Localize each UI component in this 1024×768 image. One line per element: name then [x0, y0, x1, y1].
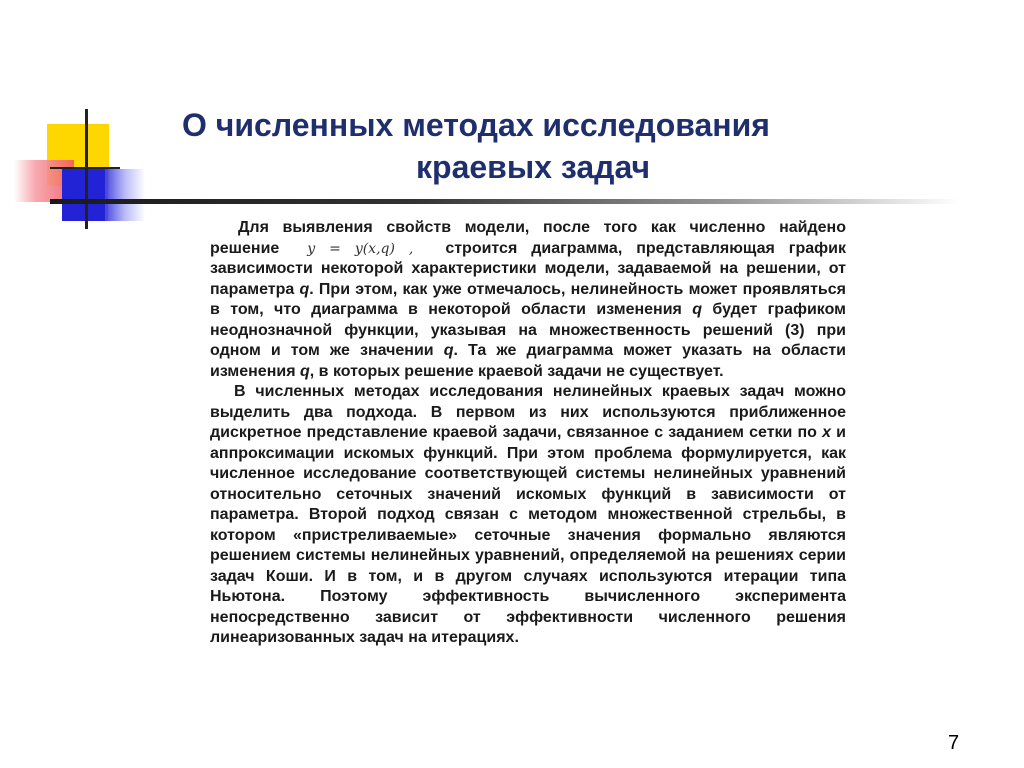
- vertical-line: [85, 109, 88, 229]
- p1-text-5: . Та же диаграмма может указать на области изменения: [210, 342, 847, 380]
- short-horizontal-line: [50, 167, 120, 169]
- title-line-2: краевых задач: [416, 149, 651, 185]
- p2-text-2: и аппроксимации искомых функций. При этом проблема формулируется, как численное исследование соответствующей системы нелинейных уравнений относительно сеточных значений искомых функций в зависимости от параметра. Второй подход связан с методом множественной стрельбы, в котором «пристреливаемые» сеточные значения формально являются решением системы нелинейных уравнений, определяемой на решениях серии задач Коши. И в том, и в другом случаях используются итерации типа Ньютона. Поэтому эффективность вычисленного эксперимента непосредственно зависит от эффективности численного решения линеаризованных задач на итерациях.: [210, 424, 846, 646]
- p2-text-1: В численных методах исследования нелинейных краевых задач можно выделить два подхода. В первом из них используются приближенное дискретное представление краевой задачи, связанное с заданием сетки по: [210, 383, 846, 441]
- title-divider: [50, 199, 960, 204]
- title-line-1: О численных методах исследования: [182, 107, 770, 143]
- paragraph-1: [210, 218, 846, 382]
- paragraph-2: [210, 382, 846, 649]
- p1-text-3: . При этом, как уже отмечалось, нелинейность может проявляться в том, что диаграмма в некоторой области изменения: [210, 280, 846, 318]
- variable-q: q: [299, 362, 310, 380]
- blue-fade-block: [105, 169, 145, 221]
- variable-q: q: [299, 280, 310, 298]
- p1-text-2: строится диаграмма, представляющая график зависимости некоторой характеристики модели, задаваемой на решении, от параметра: [210, 239, 846, 298]
- slide-title: [150, 104, 910, 188]
- page-number: 7: [948, 732, 960, 754]
- p1-text-4: будет графиком неоднозначной функции, указывая на множественность решений (3) при одном и том же значении: [210, 301, 847, 359]
- variable-x: х: [822, 424, 831, 441]
- p1-text-6: , в которых решение краевой задачи не существует.: [309, 362, 724, 380]
- body-text: [210, 218, 846, 649]
- variable-q: q: [692, 301, 703, 318]
- p1-text-1: Для выявления свойств модели, после того как численно найдено решение: [210, 219, 846, 257]
- variable-q: q: [443, 342, 454, 359]
- formula: y = y(x,q) ,: [307, 240, 414, 257]
